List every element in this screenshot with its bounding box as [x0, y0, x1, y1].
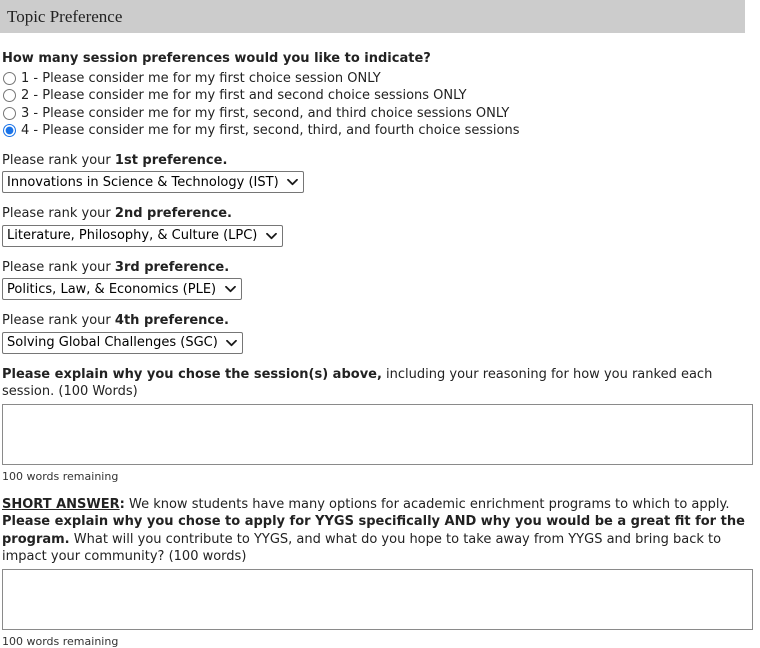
preference-label-bold: 1st preference.: [114, 152, 228, 168]
session-count-option-4[interactable]: [2, 122, 758, 140]
explain-question-bold: Please explain why you chose the session(s) above,: [2, 366, 382, 382]
preference-label-bold: 2nd preference.: [114, 206, 232, 221]
radio-option-label: 1 - Please consider me for my first choice session ONLY: [21, 70, 381, 86]
preference-group-2: [2, 205, 758, 247]
explain-question-text: including your reasoning for how you ranked each session. (100 Words): [2, 366, 713, 399]
preference-2-label: [2, 205, 758, 223]
preference-label-text: Please rank your: [2, 152, 115, 168]
preference-label-text: Please rank your: [2, 206, 115, 221]
short-answer-colon: :: [119, 496, 125, 512]
explain-words-remaining: 100 words remaining: [2, 469, 119, 483]
short-answer-text: What will you contribute to YYGS, and what do you hope to take away from YYGS and bring back to impact your community? (100 words): [2, 531, 722, 564]
preference-group-3: [2, 259, 758, 301]
form-content: [0, 50, 760, 648]
preference-4-select[interactable]: [2, 332, 243, 354]
radio-option-label: 2 - Please consider me for my first and second choice sessions ONLY: [21, 88, 467, 103]
short-answer-bold: Please explain why you chose to apply for YYGS specifically AND why you would be a great fit for the program.: [2, 514, 745, 547]
preference-3-label: [2, 259, 758, 277]
explain-textarea[interactable]: [2, 404, 753, 465]
session-count-radio-1[interactable]: [3, 72, 16, 85]
session-count-radio-3[interactable]: [3, 107, 16, 120]
radio-option-label: 3 - Please consider me for my first, second, and third choice sessions ONLY: [21, 105, 510, 121]
preference-4-label: [2, 312, 758, 330]
preference-group-4: [2, 312, 758, 354]
preference-label-text: Please rank your: [2, 313, 115, 328]
radio-option-label: 4 - Please consider me for my first, second, third, and fourth choice sessions: [21, 123, 520, 138]
preference-1-select[interactable]: [2, 171, 304, 193]
preference-2-select[interactable]: [2, 225, 283, 247]
session-count-option-3[interactable]: [2, 105, 758, 123]
preference-label-bold: 3rd preference.: [114, 259, 230, 275]
short-answer-words-remaining: 100 words remaining: [2, 634, 119, 648]
explain-question: [2, 366, 758, 401]
short-answer-heading: SHORT ANSWER: [2, 496, 120, 512]
preference-1-label: [2, 152, 758, 170]
session-count-option-2[interactable]: [2, 87, 758, 105]
short-answer-question: [2, 496, 758, 566]
preference-group-1: [2, 152, 758, 194]
session-count-question: How many session preferences would you like to indicate?: [2, 51, 431, 66]
preference-3-select[interactable]: [2, 278, 242, 300]
page-title-bar: [0, 0, 745, 33]
short-answer-textarea[interactable]: [2, 569, 753, 630]
preference-label-text: Please rank your: [2, 259, 115, 275]
session-count-options: [2, 70, 758, 140]
page-title: Topic Preference: [7, 6, 123, 26]
short-answer-intro: We know students have many options for academic enrichment programs to which to apply.: [124, 496, 730, 512]
preference-label-bold: 4th preference.: [114, 313, 229, 328]
session-count-radio-2[interactable]: [3, 89, 16, 102]
session-count-radio-4[interactable]: [3, 124, 16, 137]
session-count-option-1[interactable]: [2, 70, 758, 88]
